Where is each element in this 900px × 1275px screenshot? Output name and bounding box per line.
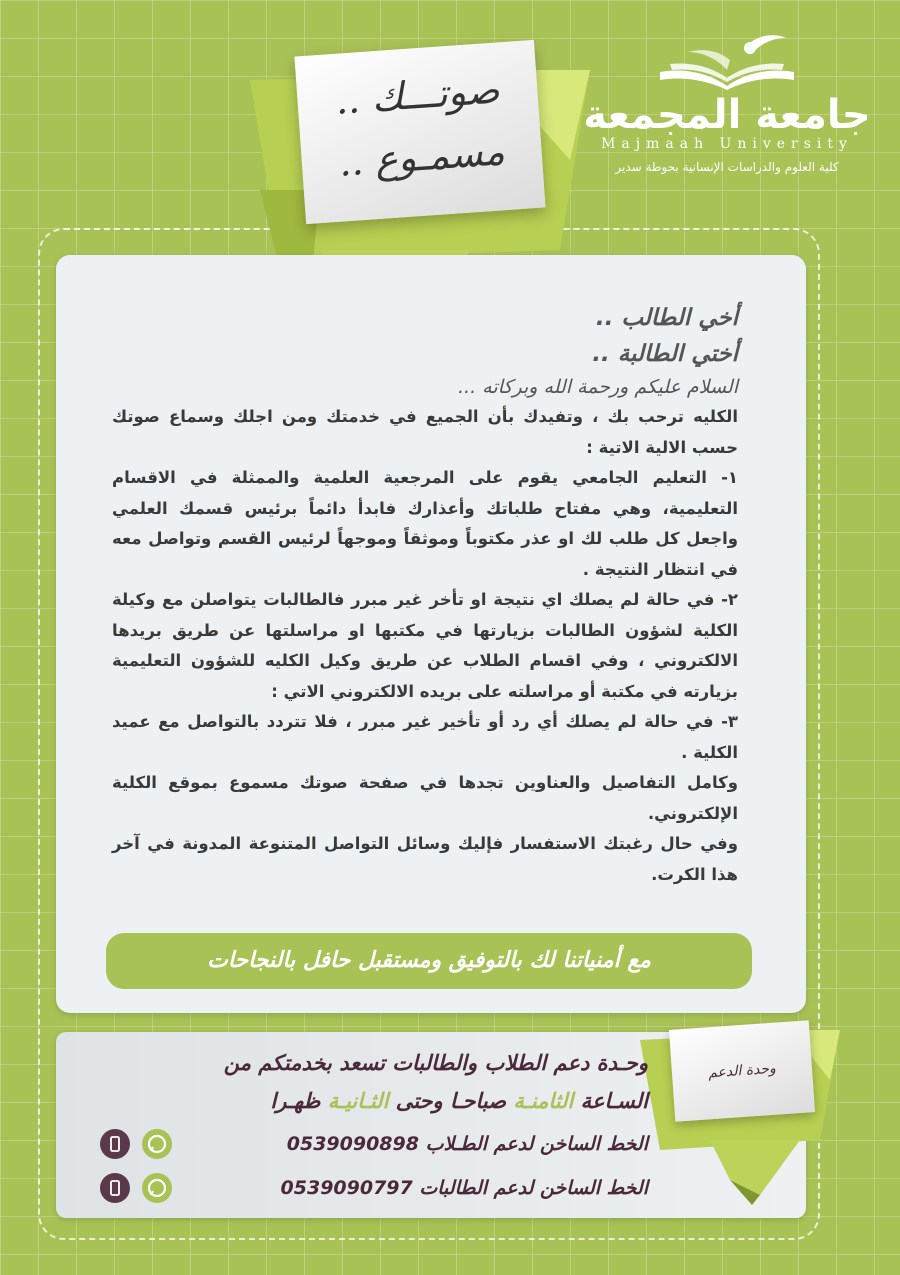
letter-body xyxy=(112,300,738,890)
hotline-phone[interactable]: 0539090797 xyxy=(280,1177,413,1199)
hours-suffix: ظهـرا xyxy=(270,1089,328,1113)
support-unit-badge: وحدة الدعم xyxy=(669,1020,815,1122)
support-info xyxy=(100,1044,648,1208)
paragraph-step-1: ١- التعليم الجامعي يقوم على المرجعية العلمية والممثلة في الاقسام التعليمية، وهي مفتاح طلباتك وأعذارك فابدأ دائماً برئيس قسمك العلمي واجعل كل طلب لك او عذر مكتوباً وموثقاً وموجهاً لرئيس القسم وتواصل معه في انتظار النتيجة . xyxy=(112,468,738,579)
hotline-phone[interactable]: 0539090898 xyxy=(286,1133,419,1155)
mobile-phone-icon[interactable] xyxy=(100,1129,130,1159)
whatsapp-icon[interactable] xyxy=(142,1129,172,1159)
greeting-male: أخي الطالب .. xyxy=(595,305,738,331)
hours-prefix: السـاعة xyxy=(573,1089,648,1113)
support-line-1: وحـدة دعم الطلاب والطالبات تسعد بخدمتكم من xyxy=(223,1051,648,1075)
hotline-label: الخط الساخن لدعم الطالبات 0539090797 xyxy=(280,1177,648,1199)
paragraph-intro: الكليه ترحب بك ، وتفيدك بأن الجميع في خدمتك ومن اجلك وسماع صوتك حسب الالية الاتية : xyxy=(112,407,738,457)
paragraph-step-2: ٢- في حالة لم يصلك اي نتيجة او تأخر غير مبرر فالطالبات يتواصلن مع وكيلة الكلية لشؤون الطالبات بزيارتها في مكتبها او مراسلتها عن طريق بريدها الالكتروني ، وفي اقسام الطلاب عن طريق وكيل الكليه للشؤون التعليمية بزيارته في مكتبة أو مراسلته على بريده الالكتروني الاتي : xyxy=(112,590,738,701)
greeting-female: أختي الطالبة .. xyxy=(592,341,738,367)
hours-middle: صباحـا وحتى xyxy=(388,1089,514,1113)
open-book-bird-icon xyxy=(652,28,802,90)
hours-end: الثـانيـة xyxy=(327,1089,389,1113)
hotline-students-male xyxy=(100,1124,648,1164)
university-logo xyxy=(582,28,872,198)
title-card xyxy=(294,40,545,224)
university-name-arabic: جامعة المجمعة xyxy=(583,92,871,138)
wish-bar: مع أمنياتنا لك بالتوفيق ومستقبل حافل بالنجاحات xyxy=(106,933,752,989)
whatsapp-icon[interactable] xyxy=(142,1173,172,1203)
paragraph-details: وكامل التفاصيل والعناوين تجدها في صفحة صوتك مسموع بموقع الكلية الإلكتروني. xyxy=(112,773,738,823)
hotline-label: الخط الساخن لدعم الطـلاب 0539090898 xyxy=(286,1133,648,1155)
mobile-phone-icon[interactable] xyxy=(100,1173,130,1203)
support-line-2 xyxy=(100,1082,648,1120)
salam-line: السلام عليكم ورحمة الله وبركاته ... xyxy=(458,376,738,398)
college-name: كلية العلوم والدراسات الإنسانية بحوطة سدير xyxy=(615,160,839,174)
hours-start: الثامنـة xyxy=(513,1089,574,1113)
university-name-english: Majmaah University xyxy=(601,136,853,152)
paragraph-contact: وفي حال رغبتك الاستفسار فإليك وسائل التواصل المتنوعة المدونة في آخر هذا الكرت. xyxy=(112,834,738,884)
title-line-1: صوتـــك .. xyxy=(334,67,501,123)
hotline-students-female xyxy=(100,1168,648,1208)
title-line-2: مسمـوع .. xyxy=(337,129,507,185)
paragraph-step-3: ٣- في حالة لم يصلك أي رد أو تأخير غير مبرر ، فلا تتردد بالتواصل مع عميد الكلية . xyxy=(112,712,738,762)
